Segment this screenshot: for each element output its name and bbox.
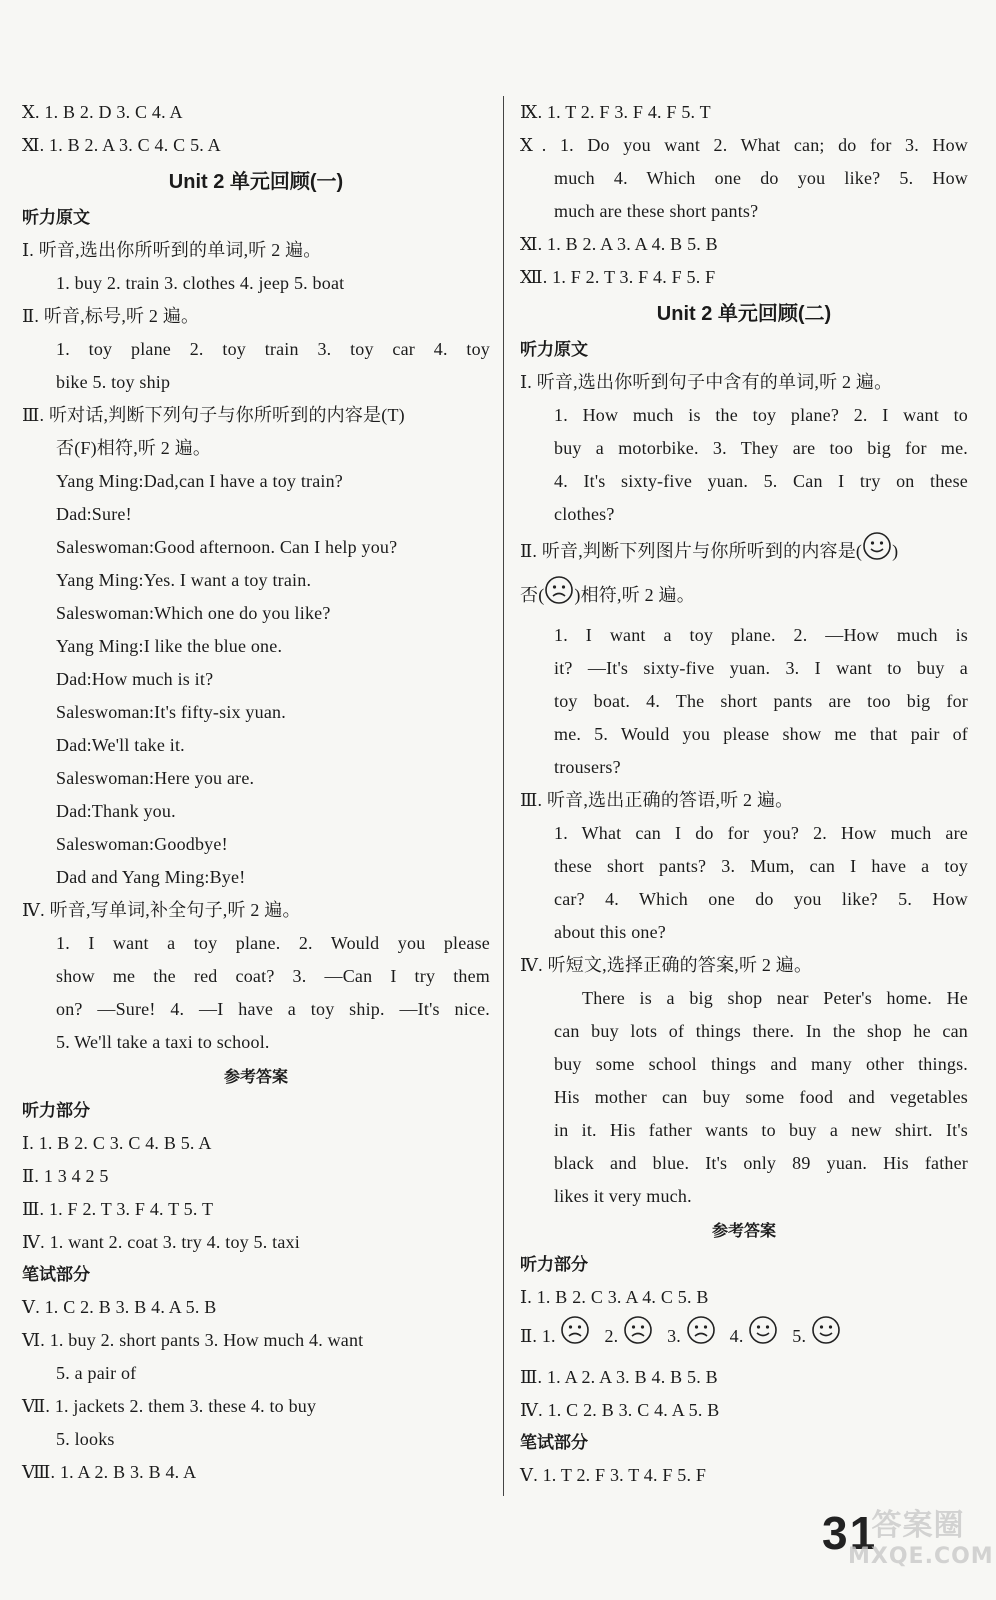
script-line: bike 5. toy ship — [56, 372, 171, 392]
answer-label: Ⅱ. — [520, 1326, 538, 1346]
question-heading: Ⅰ. 听音,选出你所听到的单词,听 2 遍。 — [22, 240, 322, 260]
listening-script-heading: 听力原文 — [22, 208, 90, 228]
face-answer-item — [792, 1314, 841, 1361]
passage-line: can buy lots of things there. In the shop he can — [554, 1021, 968, 1041]
answer-line-cont: much 4. Which one do you like? 5. How — [554, 168, 968, 188]
face-answer-number: 3. — [667, 1326, 686, 1346]
script-line: 5. We'll take a taxi to school. — [56, 1032, 270, 1052]
answer-line: Ⅲ. 1. F 2. T 3. F 4. T 5. T — [22, 1199, 214, 1219]
faces-container — [542, 1326, 855, 1346]
dialogue-line: Dad:We'll take it. — [56, 735, 185, 755]
listening-part-heading: 听力部分 — [22, 1101, 90, 1121]
sad-face-icon — [686, 1315, 716, 1361]
dialogue-line: Dad:Thank you. — [56, 801, 176, 821]
passage-line: black and blue. It's only 89 yuan. His father — [554, 1153, 968, 1173]
question-heading: Ⅳ. 听短文,选择正确的答案,听 2 遍。 — [520, 955, 813, 975]
right-column — [520, 96, 968, 1492]
answer-line-cont: much are these short pants? — [554, 201, 759, 221]
sad-face-icon — [560, 1315, 590, 1361]
left-column — [22, 96, 490, 1489]
dialogue-line: Dad and Yang Ming:Bye! — [56, 867, 246, 887]
answer-line: Ⅻ. 1. F 2. T 3. F 4. F 5. F — [520, 267, 716, 287]
reference-answers-title: 参考答案 — [711, 1221, 776, 1240]
face-answer-item — [604, 1314, 653, 1361]
answer-line: Ⅱ. 1 3 4 2 5 — [22, 1166, 109, 1186]
passage-line: buy some school things and many other things. — [554, 1054, 968, 1074]
dialogue-line: Saleswoman:It's fifty-six yuan. — [56, 702, 286, 722]
question-heading: Ⅲ. 听音,选出正确的答语,听 2 遍。 — [520, 790, 794, 810]
face-answer-item — [730, 1314, 779, 1361]
script-line: it? —It's sixty-five yuan. 3. I want to buy a — [554, 658, 968, 678]
reference-answers-title: 参考答案 — [223, 1067, 288, 1086]
written-part-heading: 笔试部分 — [22, 1265, 90, 1285]
answer-line: Ⅺ. 1. B 2. A 3. C 4. C 5. A — [22, 135, 221, 155]
watermark — [848, 1500, 994, 1569]
heading-text: ) — [892, 541, 899, 562]
script-line: show me the red coat? 3. —Can I try them — [56, 966, 490, 986]
listening-part-heading: 听力部分 — [520, 1255, 588, 1275]
script-line: trousers? — [554, 757, 621, 777]
script-line: these short pants? 3. Mum, can I have a toy — [554, 856, 968, 876]
script-line: 1. What can I do for you? 2. How much are — [554, 823, 968, 843]
answer-line: Ⅳ. 1. C 2. B 3. C 4. A 5. B — [520, 1399, 720, 1420]
written-part-heading: 笔试部分 — [520, 1432, 588, 1453]
heading-text: Ⅱ. 听音,判断下列图片与你所听到的内容是( — [520, 541, 863, 562]
answer-line: Ⅴ. 1. C 2. B 3. B 4. A 5. B — [22, 1297, 217, 1317]
dialogue-line: Dad:Sure! — [56, 504, 132, 524]
answer-line: Ⅹ. 1. B 2. D 3. C 4. A — [22, 102, 183, 122]
script-line: 4. It's sixty-five yuan. 5. Can I try on these — [554, 471, 968, 491]
sad-face-icon — [623, 1315, 653, 1361]
heading-text: 否( — [520, 585, 545, 606]
happy-face-icon — [862, 531, 892, 575]
answer-line: Ⅴ. 1. T 2. F 3. T 4. F 5. F — [520, 1464, 707, 1485]
script-line: 1. toy plane 2. toy train 3. toy car 4. toy — [56, 339, 490, 359]
passage-line: likes it very much. — [554, 1186, 692, 1206]
answer-line: Ⅺ. 1. B 2. A 3. A 4. B 5. B — [520, 234, 718, 254]
face-answer-number: 5. — [792, 1326, 811, 1346]
passage-line: in it. His father wants to buy a new shirt. It's — [554, 1120, 968, 1140]
script-line: 1. buy 2. train 3. clothes 4. jeep 5. boat — [56, 273, 345, 293]
dialogue-line: Saleswoman:Good afternoon. Can I help you? — [56, 537, 398, 557]
dialogue-line: Saleswoman:Goodbye! — [56, 834, 228, 854]
script-line: clothes? — [554, 504, 615, 524]
answer-line-cont: 5. looks — [56, 1429, 115, 1449]
script-line: 1. How much is the toy plane? 2. I want to — [554, 405, 968, 425]
answer-line: Ⅹ. 1. Do you want 2. What can; do for 3. How — [520, 135, 968, 155]
script-line: toy boat. 4. The short pants are too big for — [554, 691, 968, 711]
answer-line: Ⅵ. 1. buy 2. short pants 3. How much 4. want — [22, 1330, 364, 1350]
question-heading: Ⅳ. 听音,写单词,补全句子,听 2 遍。 — [22, 900, 301, 920]
face-answer-item — [542, 1314, 591, 1361]
question-heading-cont: 否(F)相符,听 2 遍。 — [56, 438, 212, 458]
dialogue-line: Dad:How much is it? — [56, 669, 214, 689]
dialogue-line: Yang Ming:I like the blue one. — [56, 636, 283, 656]
answer-line: Ⅶ. 1. jackets 2. them 3. these 4. to buy — [22, 1396, 317, 1416]
page-number: 31 — [822, 1507, 878, 1559]
script-line: car? 4. Which one do you like? 5. How — [554, 889, 968, 909]
heading-text: )相符,听 2 遍。 — [574, 585, 695, 606]
answer-line: Ⅲ. 1. A 2. A 3. B 4. B 5. B — [520, 1366, 718, 1387]
column-divider — [503, 96, 504, 1496]
question-heading: Ⅱ. 听音,标号,听 2 遍。 — [22, 306, 200, 326]
answer-line: Ⅸ. 1. T 2. F 3. F 4. F 5. T — [520, 102, 711, 122]
script-line: 1. I want a toy plane. 2. Would you please — [56, 933, 490, 953]
watermark-bottom: MXQE.COM — [848, 1544, 994, 1569]
face-answer-item — [667, 1314, 716, 1361]
happy-face-icon — [748, 1315, 778, 1361]
question-heading: Ⅰ. 听音,选出你听到句子中含有的单词,听 2 遍。 — [520, 372, 893, 392]
sad-face-icon — [544, 575, 574, 619]
passage-line: His mother can buy some food and vegetables — [554, 1087, 968, 1107]
dialogue-line: Yang Ming:Yes. I want a toy train. — [56, 570, 312, 590]
answer-line-cont: 5. a pair of — [56, 1363, 137, 1383]
dialogue-line: Yang Ming:Dad,can I have a toy train? — [56, 471, 343, 491]
question-heading — [520, 531, 968, 575]
dialogue-line: Saleswoman:Here you are. — [56, 768, 255, 788]
script-line: about this one? — [554, 922, 666, 942]
face-answer-number: 4. — [729, 1326, 749, 1346]
script-line: 1. I want a toy plane. 2. —How much is — [554, 625, 968, 645]
question-heading-cont — [520, 575, 968, 619]
watermark-top: 答案圈 — [871, 1508, 965, 1543]
happy-face-icon — [811, 1315, 841, 1361]
face-answer-number: 1. — [541, 1326, 561, 1346]
script-line: on? —Sure! 4. —I have a toy ship. —It's nice. — [56, 999, 490, 1019]
unit-title: Unit 2 单元回顾(二) — [656, 303, 832, 325]
answer-line: Ⅳ. 1. want 2. coat 3. try 4. toy 5. taxi — [22, 1232, 300, 1252]
passage-line: There is a big shop near Peter's home. He — [582, 988, 968, 1008]
listening-script-heading: 听力原文 — [520, 340, 588, 360]
answer-line: Ⅰ. 1. B 2. C 3. A 4. C 5. B — [520, 1287, 709, 1307]
answer-line: Ⅰ. 1. B 2. C 3. C 4. B 5. A — [22, 1133, 212, 1153]
dialogue-line: Saleswoman:Which one do you like? — [56, 603, 331, 623]
script-line: buy a motorbike. 3. They are too big for me. — [554, 438, 968, 458]
face-answers-row — [520, 1314, 968, 1361]
answer-line: Ⅷ. 1. A 2. B 3. B 4. A — [22, 1462, 197, 1482]
script-line: me. 5. Would you please show me that pair of — [554, 724, 968, 744]
face-answer-number: 2. — [604, 1326, 624, 1346]
unit-title: Unit 2 单元回顾(一) — [168, 171, 344, 193]
question-heading: Ⅲ. 听对话,判断下列句子与你所听到的内容是(T) — [22, 405, 405, 425]
